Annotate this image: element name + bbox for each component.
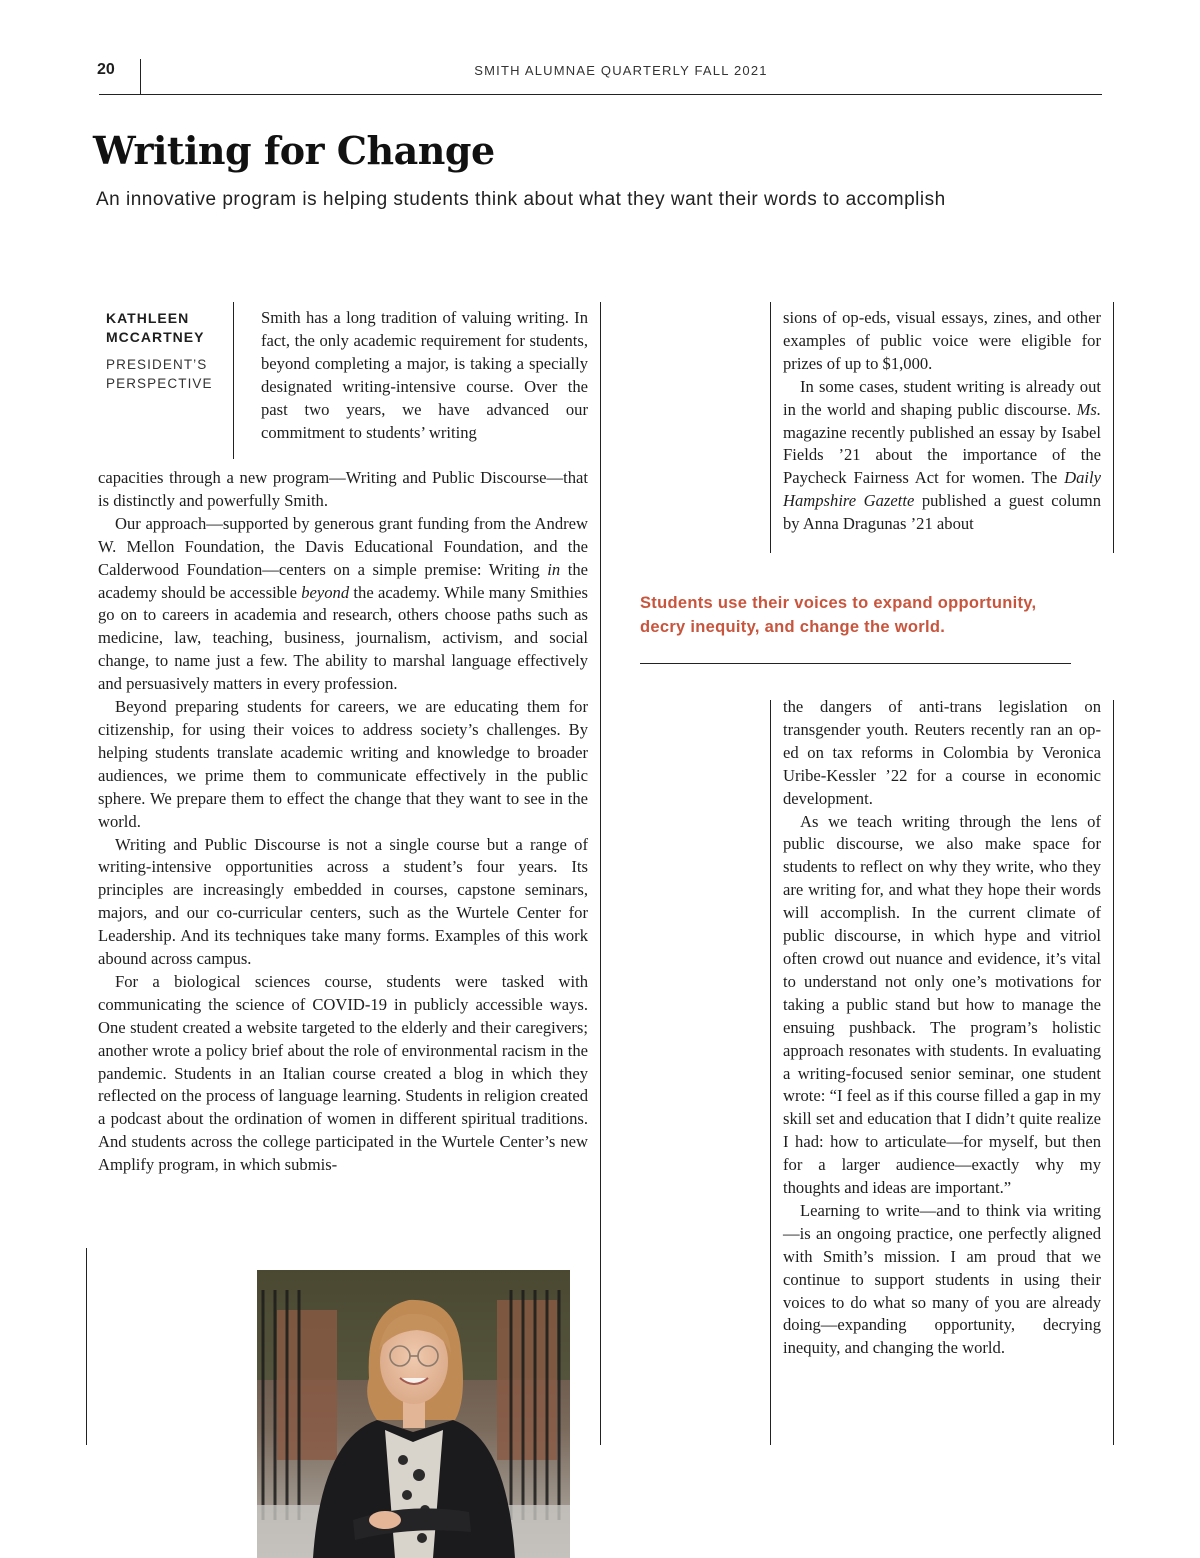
- paragraph-4: Writing and Public Discourse is not a single course but a range of writing-intensive opportunities across a student’s four years. Its principles are increasingly embedded in courses, capstone seminars, majors, and our co-curricular centers, such as the Wurtele Center for Leadership. And its techniques take many forms. Examples of this work abound across campus.: [98, 834, 588, 969]
- newspaper-name-gazette: Daily Hampshire Gazette: [783, 468, 1101, 511]
- pull-quote-rule: [640, 663, 1071, 664]
- col3-bottom-rule-right: [1113, 700, 1114, 1445]
- paragraph-6-end: the dangers of anti-trans legislation on transgender youth. Reuters recently ran an op-ed on tax reforms in Colombia by Veronica Uribe-Kessler ’22 for a course in economic development.: [783, 697, 1101, 808]
- column-gutter-rule: [600, 302, 601, 1445]
- paragraph-5: For a biological sciences course, students were tasked with communicating the science of COVID-19 in publicly accessible ways. One student created a website targeted to the elderly and their caregivers; another wrote a policy brief about the role of environmental racism in the pandemic. Students in an Italian course created a blog in which they reflected on the process of language learning. Students in religion created a podcast about the ordination of women in different spiritual traditions. And students across the college participated in the Wurtele Center’s new Amplify program, in which submis-: [98, 971, 588, 1175]
- paragraph-6-text-b: magazine recently published an essay by Isabel Fields ’21 about the importance of the Paycheck Fairness Act for women. The: [783, 422, 1101, 488]
- author-name-last: MCCARTNEY: [106, 329, 205, 345]
- article-deck: An innovative program is helping students think about what they want their words to accomplish: [96, 189, 946, 210]
- portrait-illustration: [257, 1270, 570, 1558]
- byline: [106, 309, 231, 393]
- paragraph-1-start: Smith has a long tradition of valuing writing. In fact, the only academic requirement for students, beyond completing a major, is taking a specially designated writing-intensive course. Over the past two years, we have advanced our commitment to students’ writing: [261, 308, 588, 442]
- paragraph-2: [98, 513, 588, 696]
- col3-top-rule-right: [1113, 302, 1114, 553]
- body-column-3-bottom: [783, 696, 1101, 1360]
- byline-rule: [233, 302, 234, 459]
- column-name: [106, 355, 231, 393]
- running-header: SMITH ALUMNAE QUARTERLY FALL 2021: [474, 63, 768, 78]
- paragraph-3: Beyond preparing students for careers, we are educating them for citizenship, for using their voices to address society’s challenges. By helping students translate academic writing and knowledge to broader audiences, we prime them to communicate effectively in the public sphere. We prepare them to effect the change that they want to see in the world.: [98, 697, 588, 831]
- body-column-3-top: [783, 307, 1101, 536]
- pull-quote: Students use their voices to expand opportunity, decry inequity, and change the world.: [640, 594, 1037, 636]
- body-column-1-top: [261, 307, 588, 444]
- paragraph-2-text-b: the academy should be accessible: [98, 559, 589, 602]
- paragraph-6-text-c: published a guest column by Anna Dragunas ’21 about: [783, 491, 1101, 534]
- header-rule: [99, 94, 1102, 95]
- paragraph-2-emphasis-beyond: beyond: [301, 582, 350, 602]
- paragraph-2-emphasis-in: in: [547, 559, 561, 579]
- page-number: 20: [97, 61, 115, 78]
- column-name-line2: PERSPECTIVE: [106, 376, 213, 391]
- paragraph-6-text-a: In some cases, student writing is already out in the world and shaping public discourse.: [783, 376, 1101, 419]
- paragraph-7: As we teach writing through the lens of public discourse, we also make space for students to reflect on why they write, who they are writing for, and what they hope their words will accomplish. In the current climate of public discourse, in which hype and vitriol often crowd out nuance and evidence, it’s vital to understand not only one’s motivations for taking a public stand but how to manage the ensuing pushback. The program’s holistic approach resonates with students. In evaluating a writing-focused senior seminar, one student wrote: “I feel as if this course filled a gap in my skill set and education that I didn’t quite realize I had: how to articulate—for myself, but then for a larger audience—exactly why my thoughts and ideas are important.”: [783, 811, 1101, 1198]
- article-title: Writing for Change: [93, 128, 495, 173]
- paragraph-1-end: capacities through a new program—Writing and Public Discourse—that is distinctly and powerfully Smith.: [98, 468, 588, 510]
- col3-top-rule-left: [770, 302, 771, 553]
- paragraph-2-text-a: Our approach—supported by generous grant funding from the Andrew W. Mellon Foundation, the Davis Educational Foundation, and the Calderwood Foundation—centers on a simple premise: Writing: [98, 513, 588, 579]
- col3-bottom-rule-left: [770, 700, 771, 1445]
- column-name-line1: PRESIDENT’S: [106, 357, 208, 372]
- paragraph-8: Learning to write—and to think via writing—is an ongoing practice, one perfectly aligned with Smith’s mission. I am proud that we continue to support students in using their voices to do what so many of you are already doing—expanding opportunity, decrying inequity, and changing the world.: [783, 1200, 1101, 1358]
- paragraph-2-text-c: the academy. While many Smithies go on to careers in academia and research, others choose paths such as medicine, law, teaching, business, journalism, activism, and social change, to name just a few. The ability to marshal language effectively and persuasively matters in every profession.: [98, 582, 588, 694]
- magazine-name-ms: Ms.: [1076, 399, 1101, 419]
- author-name-first: KATHLEEN: [106, 310, 190, 326]
- author-portrait-photo: [257, 1270, 570, 1558]
- body-column-1: [98, 467, 588, 1177]
- paragraph-5-end: sions of op-eds, visual essays, zines, and other examples of public voice were eligible for prizes of up to $1,000.: [783, 308, 1101, 373]
- paragraph-6: [783, 376, 1101, 536]
- left-margin-rule: [86, 1248, 87, 1445]
